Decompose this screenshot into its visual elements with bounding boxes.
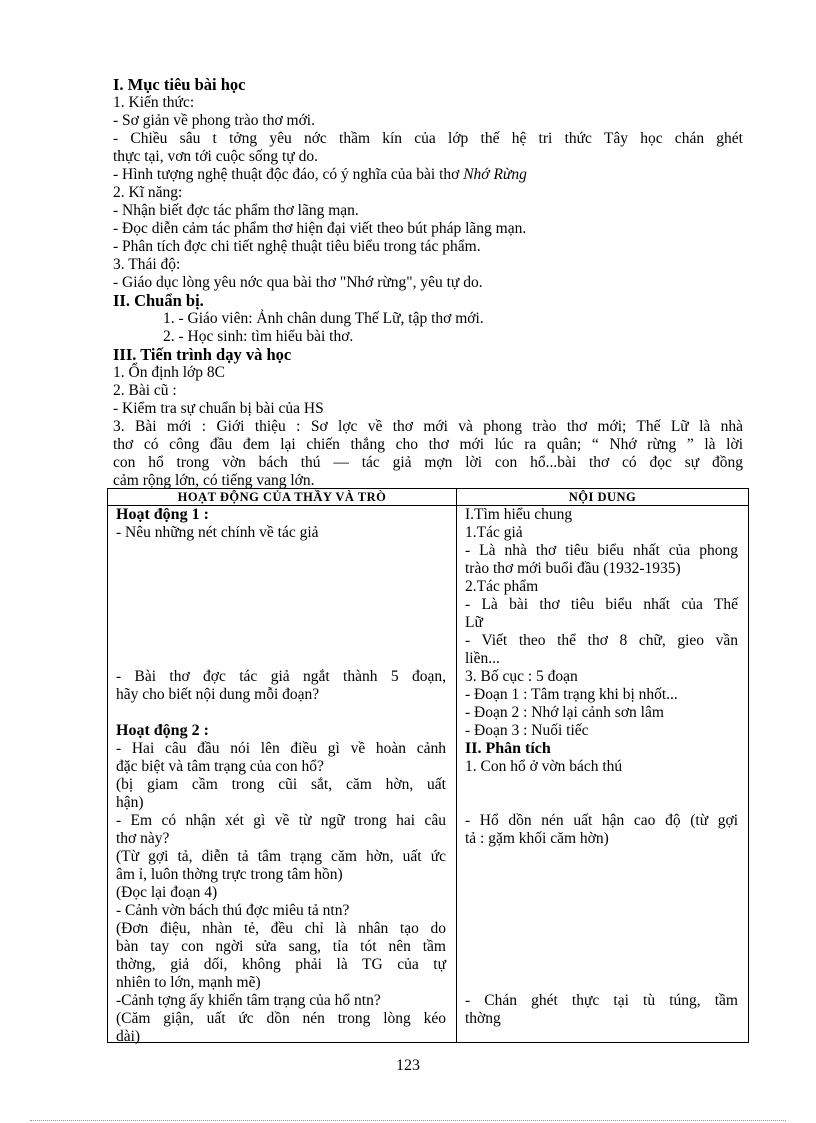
line-text: hận) — [116, 794, 144, 811]
line-text: liền... — [465, 650, 500, 667]
line-text: tả : gặm khối căm hờn) — [465, 830, 609, 847]
line-text: (Đơn điệu, nhàn tẻ, đều chỉ là nhân tạo do — [116, 920, 446, 937]
text-line — [113, 130, 743, 148]
section-heading — [113, 292, 743, 310]
line-text: - Đoạn 2 : Nhớ lại cảnh sơn lâm — [465, 704, 664, 721]
line-text: thơ này? — [116, 830, 170, 847]
text-line — [116, 812, 446, 830]
line-text: I. Mục tiêu bài học — [113, 75, 246, 94]
text-line — [116, 956, 446, 974]
line-text: - Chán ghét thực tại tù túng, tầm — [465, 992, 738, 1009]
text-line — [113, 310, 743, 328]
text-line — [116, 902, 446, 920]
line-text: 3. Bố cục : 5 đoạn — [465, 668, 578, 685]
text-line — [116, 776, 446, 794]
line-text: 1. - Giáo viên: Ảnh chân dung Thế Lữ, tập thơ mới. — [163, 310, 484, 327]
line-text: thờng, giả dối, không phải là TG của tự — [116, 956, 446, 973]
text-line — [116, 992, 446, 1010]
line-text: - Là nhà thơ tiêu biểu nhất của phong — [465, 542, 738, 559]
text-line — [116, 974, 446, 992]
cell-block — [116, 722, 446, 1046]
text-line — [113, 418, 743, 436]
line-text: (Từ gợi tả, diễn tả tâm trạng căm hờn, uất ức — [116, 848, 446, 865]
text-line — [116, 884, 446, 902]
text-line — [465, 632, 738, 650]
text-line — [113, 256, 743, 274]
line-text: thực tại, vơn tới cuộc sống tự do. — [113, 148, 318, 165]
line-text: đặc biệt và tâm trạng của con hổ? — [116, 758, 324, 775]
text-line — [116, 1010, 446, 1028]
line-text: - Hình tượng nghệ thuật độc đáo, có ý nghĩa của bài thơ — [113, 166, 464, 183]
text-line — [465, 560, 738, 578]
line-text: - Bài thơ đợc tác giả ngắt thành 5 đoạn, — [116, 668, 446, 685]
line-text: 1. Con hổ ở vờn bách thú — [465, 758, 623, 775]
line-text: - Phân tích đợc chi tiết nghệ thuật tiêu biểu trong tác phẩm. — [113, 238, 481, 255]
text-line — [465, 812, 738, 830]
text-line — [113, 400, 743, 418]
line-text: - Đoạn 1 : Tâm trạng khi bị nhốt... — [465, 686, 678, 703]
line-text: nhiên to lớn, mạnh mẽ) — [116, 974, 261, 991]
cell-block — [116, 668, 446, 704]
text-line — [116, 938, 446, 956]
text-line — [113, 112, 743, 130]
line-text: (bị giam cầm trong cũi sắt, căm hờn, uất — [116, 776, 446, 793]
text-line — [465, 992, 738, 1010]
text-line — [465, 614, 738, 632]
header-content: NỘI DUNG — [457, 489, 749, 506]
cell-block — [465, 812, 738, 848]
line-text: - Viết theo thể thơ 8 chữ, gieo vần — [465, 632, 738, 649]
text-line — [116, 758, 446, 776]
text-line — [465, 506, 738, 524]
text-line — [113, 238, 743, 256]
line-text: 3. Thái độ: — [113, 256, 181, 273]
line-text: 2. Kĩ năng: — [113, 184, 183, 201]
line-text: bàn tay con ngời sửa sang, tỉa tót nên tầm — [116, 938, 446, 955]
line-text: 2. Bài cũ : — [113, 382, 177, 399]
table-header-row — [108, 489, 749, 506]
text-line — [465, 704, 738, 722]
line-text: - Cảnh vờn bách thú đợc miêu tả ntn? — [116, 902, 350, 919]
text-line — [113, 148, 743, 166]
cell-block — [465, 992, 738, 1028]
text-line — [113, 328, 743, 346]
line-text: cảm rộng lớn, có tiếng vang lớn. — [113, 472, 315, 489]
text-line — [116, 1028, 446, 1046]
text-line — [113, 202, 743, 220]
text-line — [113, 274, 743, 292]
line-text: III. Tiến trình dạy và học — [113, 345, 292, 364]
line-text: - Chiều sâu t tởng yêu nớc thầm kín của lớp thế hệ tri thức Tây học chán ghét — [113, 130, 743, 147]
line-text: Hoạt động 2 : — [116, 722, 209, 739]
text-line — [116, 686, 446, 704]
line-text: con hổ trong vờn bách thú — tác giả mợn lời con hổ...bài thơ có đọc sự đồng — [113, 454, 743, 471]
line-text: - Nêu những nét chính về tác giả — [116, 524, 319, 541]
line-text: - Sơ giản về phong trào thơ mới. — [113, 112, 315, 129]
line-text: - Đọc diễn cảm tác phẩm thơ hiện đại viết theo bút pháp lãng mạn. — [113, 220, 527, 237]
line-text: - Đoạn 3 : Nuối tiếc — [465, 722, 589, 739]
cell-block — [465, 506, 738, 776]
header-teacher-student-activity: HOẠT ĐỘNG CỦA THẦY VÀ TRÒ — [108, 489, 457, 506]
line-text: Hoạt động 1 : — [116, 506, 209, 523]
text-line — [116, 524, 446, 542]
line-text: 1. Kiến thức: — [113, 94, 195, 111]
section-heading — [116, 722, 446, 740]
text-line — [465, 758, 738, 776]
text-line — [116, 668, 446, 686]
text-line — [116, 830, 446, 848]
text-line — [465, 650, 738, 668]
line-text: dài) — [116, 1028, 141, 1045]
line-text: II. Chuẩn bị. — [113, 291, 204, 310]
line-text: - Giáo dục lòng yêu nớc qua bài thơ "Nhớ rừng", yêu tự do. — [113, 274, 483, 291]
line-text: - Hổ dồn nén uất hận cao độ (từ gợi — [465, 812, 738, 829]
cell-block — [116, 506, 446, 542]
line-text: 2.Tác phẩm — [465, 578, 539, 595]
poem-title: Nhớ Rừng — [463, 166, 527, 183]
line-text: - Là bài thơ tiêu biểu nhất của Thế — [465, 596, 738, 613]
text-line — [113, 184, 743, 202]
text-line — [116, 866, 446, 884]
line-text: trào thơ mới buổi đầu (1932-1935) — [465, 560, 681, 577]
line-text: I.Tìm hiểu chung — [465, 506, 573, 523]
text-line — [465, 578, 738, 596]
lesson-objectives-section — [113, 76, 743, 490]
line-text: - Nhận biết đợc tác phẩm thơ lãng mạn. — [113, 202, 359, 219]
text-line — [465, 722, 738, 740]
line-text: hãy cho biết nội dung mỗi đoạn? — [116, 686, 320, 703]
line-text: -Cảnh tợng ấy khiến tâm trạng của hổ ntn? — [116, 992, 381, 1009]
line-text: thơ có công đầu đem lại chiến thắng cho thơ mới lúc ra quân; “ Nhớ rừng ” là lời — [113, 436, 743, 453]
text-line — [113, 94, 743, 112]
text-line — [465, 830, 738, 848]
text-line — [465, 524, 738, 542]
page-number: 123 — [396, 1057, 420, 1074]
line-text: 1. Ổn định lớp 8C — [113, 364, 225, 381]
text-line — [116, 848, 446, 866]
content-cell — [457, 506, 749, 1043]
section-heading — [113, 346, 743, 364]
activity-cell — [108, 506, 457, 1043]
line-text: (Căm giận, uất ức dồn nén trong lòng kéo — [116, 1010, 446, 1027]
section-heading — [113, 76, 743, 94]
text-line — [113, 382, 743, 400]
section-heading — [465, 740, 738, 758]
lesson-activity-table — [107, 488, 749, 1043]
line-text: - Em có nhận xét gì về từ ngữ trong hai câu — [116, 812, 446, 829]
text-line — [113, 364, 743, 382]
text-line — [116, 740, 446, 758]
text-line — [465, 596, 738, 614]
line-text: 3. Bài mới : Giới thiệu : Sơ lợc về thơ mới và phong trào thơ mới; Thế Lữ là nhà — [113, 418, 743, 435]
text-line — [116, 920, 446, 938]
line-text: 1.Tác giả — [465, 524, 523, 541]
line-text: Lữ — [465, 614, 483, 631]
text-line — [465, 1010, 738, 1028]
line-text: II. Phân tích — [465, 740, 551, 757]
text-line — [465, 668, 738, 686]
line-text: thờng — [465, 1010, 501, 1027]
line-text: - Kiểm tra sự chuẩn bị bài của HS — [113, 400, 324, 417]
text-line — [113, 166, 743, 184]
text-line — [465, 686, 738, 704]
section-heading — [116, 506, 446, 524]
table-row — [108, 506, 749, 1043]
text-line — [113, 436, 743, 454]
text-line — [113, 220, 743, 238]
text-line — [116, 794, 446, 812]
footer-divider — [30, 1120, 786, 1121]
text-line — [465, 542, 738, 560]
line-text: - Hai câu đầu nói lên điều gì về hoàn cảnh — [116, 740, 446, 757]
text-line — [113, 454, 743, 472]
line-text: 2. - Học sinh: tìm hiểu bài thơ. — [163, 328, 354, 345]
line-text: (Đọc lại đoạn 4) — [116, 884, 218, 901]
line-text: âm ỉ, luôn thờng trực trong tâm hồn) — [116, 866, 343, 883]
